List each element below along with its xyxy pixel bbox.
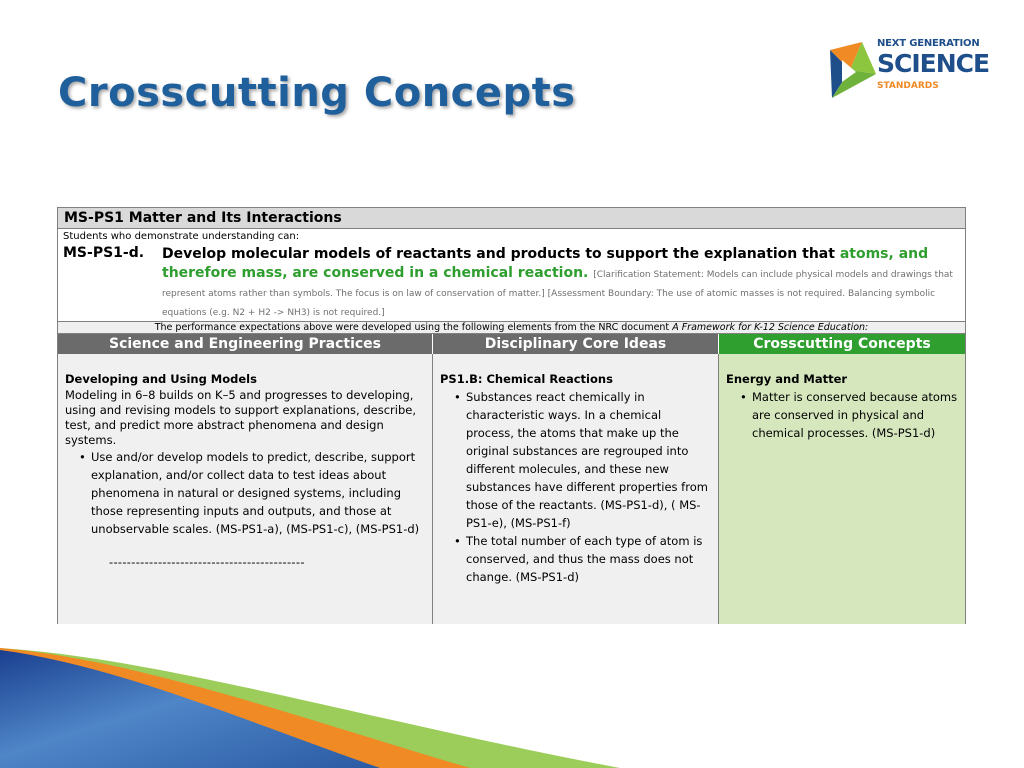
sep-separator: -------------------------------------------- — [109, 555, 305, 569]
developed-text: The performance expectations above were developed using the following elements from the NRC document — [154, 322, 673, 333]
standard-intro: Students who demonstrate understanding can: — [63, 231, 300, 242]
standard-header: MS-PS1 Matter and Its Interactions — [58, 208, 965, 229]
logo-line-1: NEXT GENERATION — [877, 38, 980, 49]
sep-bullet-list — [65, 448, 426, 538]
decorative-swoosh — [0, 628, 1024, 768]
sep-bullet: • Use and/or develop models to predict, describe, support explanation, and/or collect data to test ideas about phenomena in natural or designed systems, including those representing inputs and outputs, and those at unobservable scales. (MS-PS1-a), (MS-PS1-c), (MS-PS1-d) — [91, 448, 426, 538]
ccc-column-header: Crosscutting Concepts — [719, 334, 965, 354]
pe-text — [162, 245, 958, 321]
dci-subheading: PS1.B: Chemical Reactions — [440, 372, 613, 386]
sep-column — [58, 354, 433, 624]
slide-title: Crosscutting Concepts — [58, 70, 576, 116]
pe-highlight-text: atoms, and therefore mass, are conserved in a chemical reaction. — [162, 246, 929, 281]
performance-expectation — [58, 243, 965, 321]
ccc-column — [719, 354, 965, 624]
performance-expectation-table — [57, 207, 966, 624]
dci-bullet: • Substances react chemically in characteristic ways. In a chemical process, the atoms that make up the original substances are regrouped into different molecules, and these new substances have different properties from those of the reactants. (MS-PS1-d), ( MS-PS1-e), (MS-PS1-f) — [466, 388, 712, 532]
ccc-bullet-list — [726, 388, 959, 442]
logo-line-3: STANDARDS — [877, 81, 939, 91]
ngss-logo — [822, 36, 990, 108]
dci-bullet: • The total number of each type of atom is conserved, and thus the mass does not change. (MS-PS1-d) — [466, 532, 712, 586]
pe-code: MS-PS1-d. — [63, 245, 145, 261]
ccc-bullet: • Matter is conserved because atoms are conserved in physical and chemical processes. (MS-PS1-d) — [752, 388, 959, 442]
pe-main-text: Develop molecular models of reactants and products to support the explanation that — [162, 246, 840, 262]
ngss-logo-icon — [822, 40, 878, 102]
developed-using-note — [58, 321, 965, 334]
column-headers — [58, 334, 965, 354]
ccc-subheading: Energy and Matter — [726, 372, 848, 386]
dci-column-header: Disciplinary Core Ideas — [433, 334, 719, 354]
logo-line-2: SCIENCE — [877, 49, 990, 78]
clarification-statement: [Clarification Statement: Models can include physical models and drawings that represent atoms rather than symbols. The focus is on law of conservation of matter.] [Assessment Boundary: The use of atomic masses is not required. Balancing symbolic equations (e.g. N2 + H2 -> NH3) is not required.] — [162, 270, 953, 318]
dci-column — [433, 354, 719, 624]
sep-column-header: Science and Engineering Practices — [58, 334, 433, 354]
framework-title: A Framework for K-12 Science Education: — [672, 322, 869, 333]
sep-paragraph: Modeling in 6–8 builds on K–5 and progresses to developing, using and revising models to support explanations, describe, test, and predict more abstract phenomena and design systems. — [65, 388, 416, 447]
sep-subheading: Developing and Using Models — [65, 372, 257, 386]
dci-bullet-list — [440, 388, 712, 586]
foundation-columns — [58, 354, 965, 624]
